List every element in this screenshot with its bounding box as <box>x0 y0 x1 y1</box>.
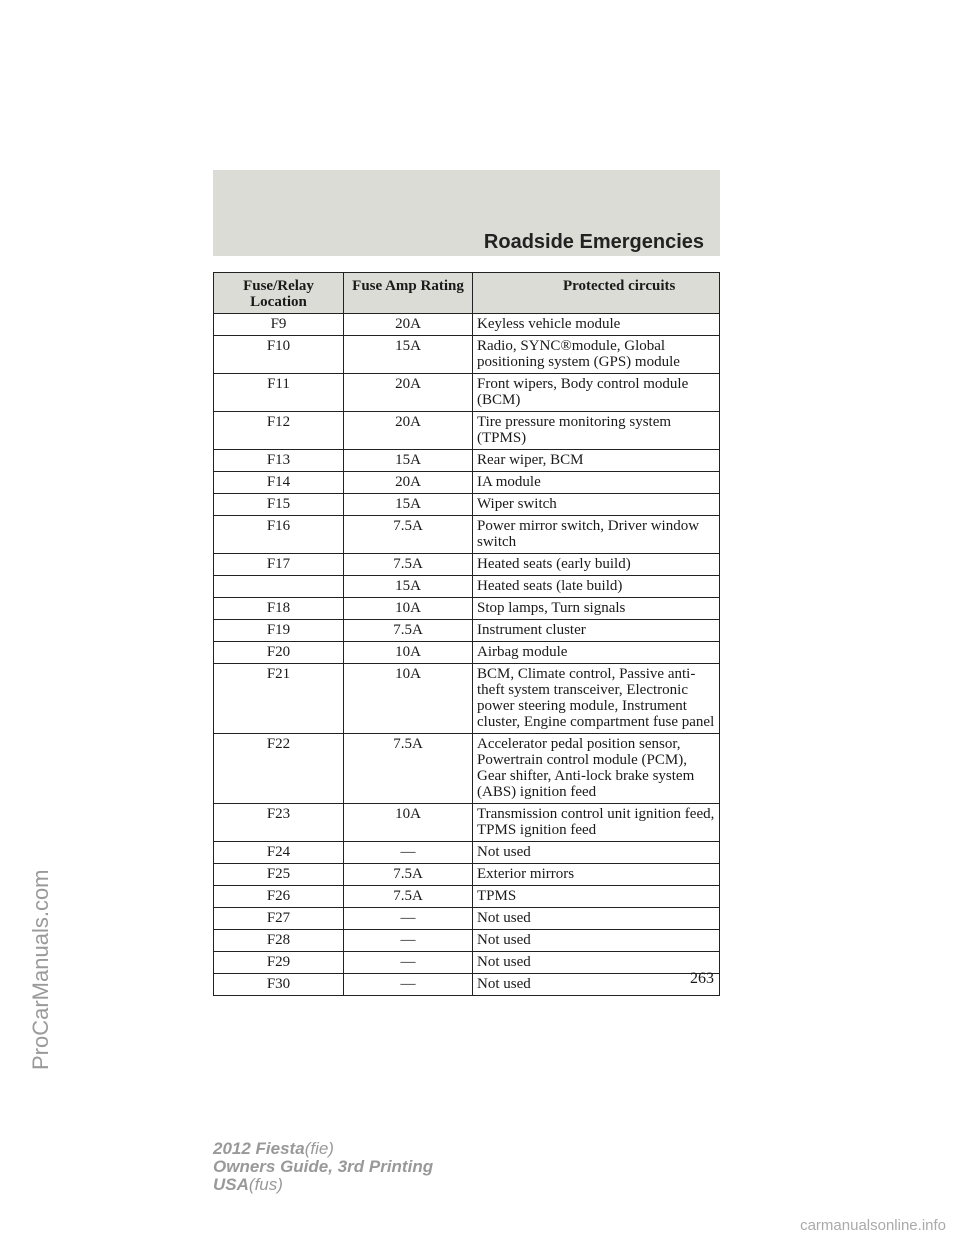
table-row <box>214 472 720 494</box>
fuse-location-cell <box>214 576 344 598</box>
fuse-location-cell: F26 <box>214 886 344 908</box>
fuse-circuits-cell: Not used <box>473 974 720 996</box>
fuse-location-cell: F25 <box>214 864 344 886</box>
table-row <box>214 886 720 908</box>
table-row <box>214 516 720 554</box>
table-row <box>214 314 720 336</box>
fuse-circuits-cell: Heated seats (early build) <box>473 554 720 576</box>
fuse-location-cell: F18 <box>214 598 344 620</box>
fuse-circuits-cell: Power mirror switch, Driver window switch <box>473 516 720 554</box>
fuse-location-cell: F15 <box>214 494 344 516</box>
fuse-circuits-cell: Not used <box>473 952 720 974</box>
fuse-amp-cell: 20A <box>344 314 473 336</box>
section-header-band <box>213 170 720 256</box>
fuse-circuits-cell: TPMS <box>473 886 720 908</box>
fuse-circuits-cell: Front wipers, Body control module (BCM) <box>473 374 720 412</box>
fuse-circuits-cell: BCM, Climate control, Passive anti-theft system transceiver, Electronic power steering module, Instrument cluster, Engine compartment fuse panel <box>473 664 720 734</box>
fuse-location-cell: F9 <box>214 314 344 336</box>
fuse-amp-cell: 7.5A <box>344 864 473 886</box>
table-row <box>214 734 720 804</box>
table-header-row <box>214 273 720 314</box>
header-location: Fuse/Relay Location <box>214 273 344 314</box>
table-row <box>214 642 720 664</box>
bottom-watermark: carmanualsonline.info <box>800 1217 946 1234</box>
table-row <box>214 554 720 576</box>
fuse-circuits-cell: IA module <box>473 472 720 494</box>
footer-model: 2012 Fiesta <box>213 1139 305 1158</box>
fuse-amp-cell: 15A <box>344 576 473 598</box>
table-row <box>214 494 720 516</box>
fuse-amp-cell: 10A <box>344 642 473 664</box>
fuse-amp-cell: 20A <box>344 374 473 412</box>
table-row <box>214 930 720 952</box>
fuse-location-cell: F24 <box>214 842 344 864</box>
fuse-amp-cell: 7.5A <box>344 734 473 804</box>
footer-guide: Owners Guide, 3rd Printing <box>213 1157 434 1176</box>
fuse-location-cell: F21 <box>214 664 344 734</box>
header-amp-rating: Fuse Amp Rating <box>344 273 473 314</box>
fuse-location-cell: F23 <box>214 804 344 842</box>
fuse-amp-cell: 20A <box>344 472 473 494</box>
table-row <box>214 620 720 642</box>
fuse-amp-cell: 20A <box>344 412 473 450</box>
fuse-amp-cell: 7.5A <box>344 554 473 576</box>
fuse-circuits-cell: Keyless vehicle module <box>473 314 720 336</box>
fuse-circuits-cell: Tire pressure monitoring system (TPMS) <box>473 412 720 450</box>
footer-info <box>213 1140 433 1194</box>
fuse-location-cell: F12 <box>214 412 344 450</box>
fuse-amp-cell: — <box>344 908 473 930</box>
fuse-amp-cell: — <box>344 930 473 952</box>
fuse-amp-cell: — <box>344 952 473 974</box>
table-row <box>214 336 720 374</box>
fuse-circuits-cell: Not used <box>473 930 720 952</box>
fuse-location-cell: F28 <box>214 930 344 952</box>
fuse-circuits-cell: Stop lamps, Turn signals <box>473 598 720 620</box>
section-title: Roadside Emergencies <box>483 231 704 253</box>
side-watermark: ProCarManuals.com <box>28 869 53 1070</box>
fuse-circuits-cell: Wiper switch <box>473 494 720 516</box>
fuse-amp-cell: 7.5A <box>344 886 473 908</box>
fuse-location-cell: F16 <box>214 516 344 554</box>
fuse-location-cell: F22 <box>214 734 344 804</box>
fuse-location-cell: F19 <box>214 620 344 642</box>
table-row <box>214 842 720 864</box>
page-number: 263 <box>690 970 714 987</box>
footer-market: USA <box>213 1175 249 1194</box>
fuse-location-cell: F30 <box>214 974 344 996</box>
table-row <box>214 804 720 842</box>
fuse-circuits-cell: Accelerator pedal position sensor, Powertrain control module (PCM), Gear shifter, Anti-lock brake system (ABS) ignition feed <box>473 734 720 804</box>
fuse-circuits-cell: Radio, SYNC®module, Global positioning system (GPS) module <box>473 336 720 374</box>
fuse-circuits-cell: Transmission control unit ignition feed, TPMS ignition feed <box>473 804 720 842</box>
table-row <box>214 952 720 974</box>
fuse-circuits-cell: Airbag module <box>473 642 720 664</box>
table-row <box>214 576 720 598</box>
fuse-amp-cell: 15A <box>344 336 473 374</box>
fuse-amp-cell: 7.5A <box>344 516 473 554</box>
fuse-amp-cell: 10A <box>344 804 473 842</box>
fuse-circuits-cell: Not used <box>473 842 720 864</box>
fuse-location-cell: F11 <box>214 374 344 412</box>
fuse-amp-cell: 15A <box>344 494 473 516</box>
fuse-amp-cell: 10A <box>344 598 473 620</box>
table-row <box>214 598 720 620</box>
fuse-location-cell: F13 <box>214 450 344 472</box>
fuse-location-cell: F14 <box>214 472 344 494</box>
footer-market-code: (fus) <box>248 1175 283 1194</box>
table-row <box>214 450 720 472</box>
table-row <box>214 864 720 886</box>
fuse-table <box>213 272 720 996</box>
table-row <box>214 664 720 734</box>
fuse-amp-cell: 10A <box>344 664 473 734</box>
fuse-location-cell: F27 <box>214 908 344 930</box>
fuse-location-cell: F17 <box>214 554 344 576</box>
footer-model-code: (fie) <box>304 1139 334 1158</box>
fuse-location-cell: F10 <box>214 336 344 374</box>
fuse-amp-cell: — <box>344 974 473 996</box>
fuse-location-cell: F20 <box>214 642 344 664</box>
fuse-circuits-cell: Exterior mirrors <box>473 864 720 886</box>
fuse-amp-cell: 7.5A <box>344 620 473 642</box>
table-row <box>214 374 720 412</box>
fuse-circuits-cell: Heated seats (late build) <box>473 576 720 598</box>
fuse-circuits-cell: Instrument cluster <box>473 620 720 642</box>
table-row <box>214 974 720 996</box>
table-row <box>214 908 720 930</box>
fuse-amp-cell: 15A <box>344 450 473 472</box>
fuse-amp-cell: — <box>344 842 473 864</box>
header-protected-circuits: Protected circuits <box>473 273 720 314</box>
fuse-circuits-cell: Not used <box>473 908 720 930</box>
fuse-circuits-cell: Rear wiper, BCM <box>473 450 720 472</box>
fuse-location-cell: F29 <box>214 952 344 974</box>
table-row <box>214 412 720 450</box>
